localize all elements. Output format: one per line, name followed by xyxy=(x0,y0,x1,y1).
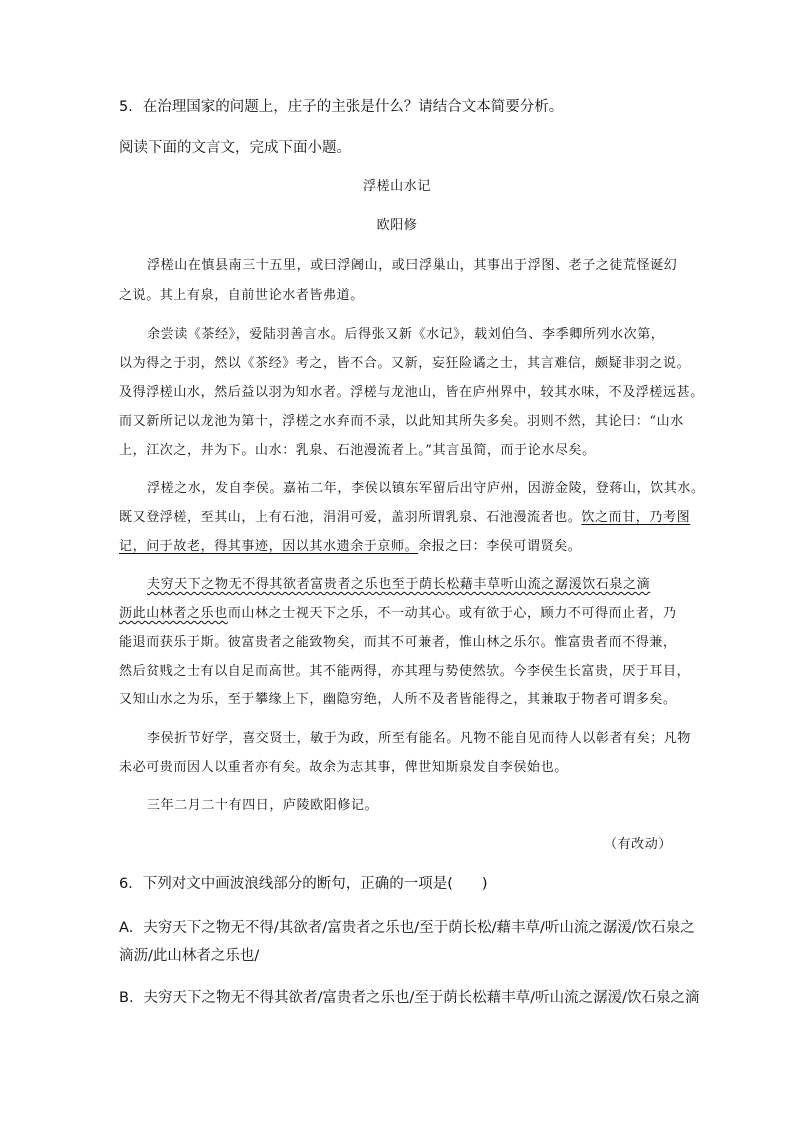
p4-line-1 xyxy=(147,575,650,595)
p5-line-2: 未必可贵而因人以重者亦有矣。故余为志其事，俾世知斯泉发自李侯始也。 xyxy=(119,760,568,775)
p1-line-1: 浮槎山在慎县南三十五里，或曰浮阇山，或曰浮巢山，其事出于浮图、老子之徒荒怪诞幻 xyxy=(147,258,678,273)
option-a-line-1: A．夫穷天下之物无不得/其欲者/富贵者之乐也/至于荫长松/藉丰草/听山流之潺湲/饮石泉之 xyxy=(119,920,695,936)
option-b-line-1: B．夫穷天下之物无不得其欲者/富贵者之乐也/至于荫长松藉丰草/听山流之潺湲/饮石泉之滴 xyxy=(119,990,700,1006)
p1-line-2: 之说。其上有泉，自前世论水者皆弗道。 xyxy=(119,288,364,303)
p6-signature-line: 三年二月二十有四日，庐陵欧阳修记。 xyxy=(147,798,379,813)
p4-line-3: 能退而获乐于斯。彼富贵者之能致物矣，而其不可兼者，惟山林之乐尔。惟富贵者而不得兼， xyxy=(119,635,677,650)
p4-line-4: 然后贫贱之士有以自足而高世。其不能两得，亦其理与势使然欤。今李侯生长富贵，厌于耳目， xyxy=(119,664,691,679)
p2-line-2: 以为得之于羽，然以《茶经》考之，皆不合。又新，妄狂险谲之士，其言难信，颇疑非羽之说。 xyxy=(119,356,691,371)
p3-line-1: 浮槎之水，发自李侯。嘉祐二年，李侯以镇东军留后出守庐州，因游金陵，登蒋山，饮其水。 xyxy=(147,481,705,496)
wavy-underlined-part-2: 沥此山林者之乐也 xyxy=(119,606,228,621)
underlined-sentence-part-2: 记，问于故老，得其事迹，因以其水遗余于京师。 xyxy=(119,539,419,554)
p3-line-2 xyxy=(119,508,690,528)
option-a-line-2: 滴沥/此山林者之乐也/ xyxy=(119,948,260,964)
p4-line-2 xyxy=(119,604,677,624)
p3-line-2-text: 既又登浮槎，至其山，上有石池，涓涓可爱，盖羽所谓乳泉、石池漫流者也。 xyxy=(119,510,582,525)
p2-line-5: 上，江次之，井为下。山水：乳泉、石池漫流者上。”其言虽简，而于论水尽矣。 xyxy=(119,443,596,458)
underlined-sentence-part-1: 饮之而甘，乃考图 xyxy=(581,510,691,525)
question-5: 5．在治理国家的问题上，庄子的主张是什么？请结合文本简要分析。 xyxy=(119,99,564,115)
wavy-underlined-part-1: 夫穷天下之物无不得其欲者富贵者之乐也至于荫长松藉丰草听山流之潺湲饮石泉之滴 xyxy=(147,577,651,592)
question-6-stem: 6．下列对文中画波浪线部分的断句，正确的一项是( ) xyxy=(119,876,488,892)
p3-line-3 xyxy=(119,537,581,557)
p4-line-5: 又知山水之为乐，至于攀缘上下，幽隐穷绝，人所不及者皆能得之，其兼取于物者可谓多矣。 xyxy=(119,692,677,707)
passage-title: 浮槎山水记 xyxy=(362,179,431,194)
passage-author: 欧阳修 xyxy=(376,218,418,233)
p4-line-2-text: 而山林之士视天下之乐，不一动其心。或有欲于心，顾力不可得而止者，乃 xyxy=(227,606,677,621)
p2-line-4: 而又新所记以龙池为第十，浮槎之水弃而不录，以此知其所失多矣。羽则不然，其论曰：“山水 xyxy=(119,414,684,429)
p2-line-1: 余尝读《茶经》，爱陆羽善言水。后得张又新《水记》，载刘伯刍、李季卿所列水次第， xyxy=(147,327,665,342)
p5-line-1: 李侯折节好学，喜交贤士，敏于为政，所至有能名。凡物不能自见而待人以彰者有矣；凡物 xyxy=(147,731,692,746)
revision-note: （有改动） xyxy=(603,837,672,852)
p2-line-3: 及得浮槎山水，然后益以羽为知水者。浮槎与龙池山，皆在庐州界中，较其水味，不及浮槎远甚。 xyxy=(119,385,704,400)
p3-line-3-text: 余报之曰：李侯可谓贤矣。 xyxy=(418,539,582,554)
reading-intro: 阅读下面的文言文，完成下面小题。 xyxy=(119,140,351,156)
